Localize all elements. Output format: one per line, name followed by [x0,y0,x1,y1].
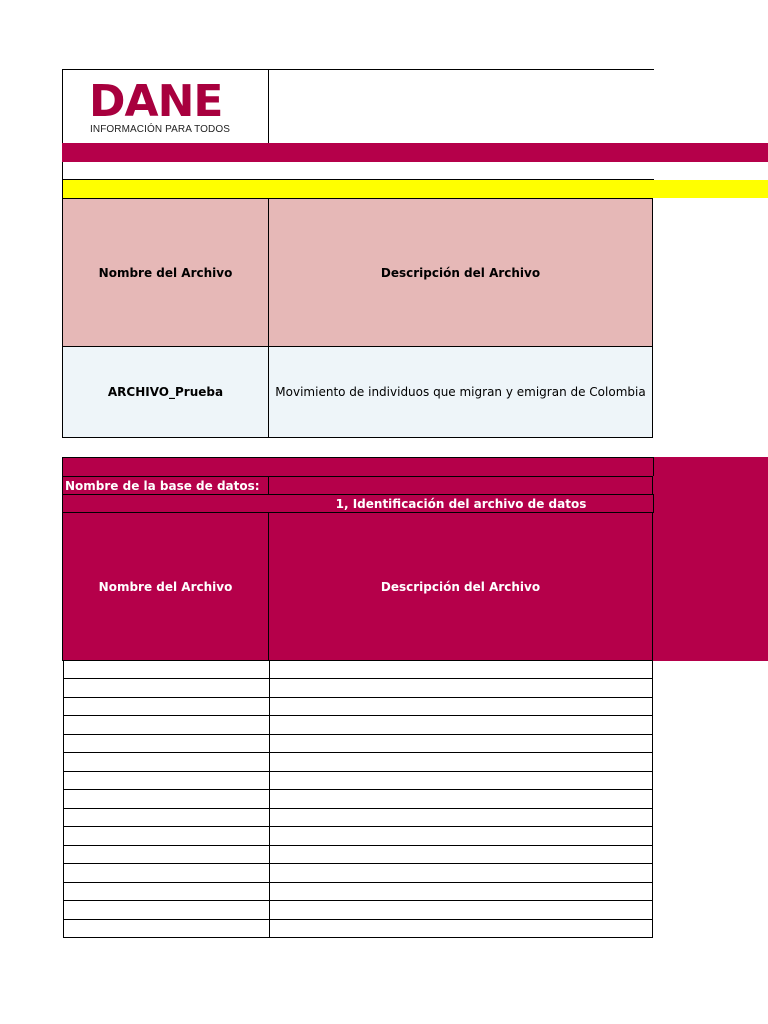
top-header-col2-label: Descripción del Archivo [380,265,541,280]
table-row[interactable] [63,901,653,920]
top-header-col1-label: Nombre del Archivo [98,265,233,280]
table-row[interactable] [63,882,653,901]
section-title: 1, Identificación del archivo de datos [335,496,587,511]
column-divider [269,845,270,863]
yellow-band [62,180,768,198]
column-divider [269,660,270,678]
column-divider [269,901,270,919]
table-row[interactable] [63,771,653,790]
bottom-header-col2 [268,512,653,661]
top-row-description: Movimiento de individuos que migran y emigran de Colombia [275,385,646,399]
crimson-block-right [653,457,768,661]
db-name-label: Nombre de la base de datos: [65,478,260,493]
table-row[interactable] [63,919,653,938]
table-row[interactable] [63,697,653,716]
bottom-header-col1-label: Nombre del Archivo [98,579,233,594]
db-name-label-cell [62,476,269,495]
logo-wordmark: DANE [89,76,223,127]
column-divider [269,716,270,734]
table-row[interactable] [63,734,653,753]
logo-tagline: INFORMACIÓN PARA TODOS [90,124,230,135]
blank-row [62,162,654,180]
table-row[interactable] [63,790,653,809]
top-header-col1 [62,198,269,347]
column-divider [269,753,270,771]
table-row[interactable] [63,753,653,772]
top-row-name-cell [62,346,269,438]
column-divider [269,808,270,826]
column-divider [269,697,270,715]
crimson-band-top [62,143,768,162]
bottom-header-col1 [62,512,269,661]
bottom-header-col2-label: Descripción del Archivo [380,579,541,594]
table-row[interactable] [63,716,653,735]
table-row[interactable] [63,808,653,827]
table-row[interactable] [63,845,653,864]
table-row[interactable] [63,679,653,698]
section-title-row [62,494,654,513]
top-row-name: ARCHIVO_Prueba [107,385,224,399]
column-divider [269,790,270,808]
column-divider [269,919,270,937]
crimson-band-bottom [62,457,654,476]
db-name-value-cell[interactable] [268,476,653,495]
dane-logo [63,70,269,143]
column-divider [269,679,270,697]
table-row[interactable] [63,660,653,679]
table-row[interactable] [63,864,653,883]
table-row[interactable] [63,827,653,846]
column-divider [269,734,270,752]
top-row-description-cell [268,346,653,438]
column-divider [269,864,270,882]
column-divider [269,882,270,900]
top-header-col2 [268,198,653,347]
column-divider [269,827,270,845]
column-divider [269,771,270,789]
